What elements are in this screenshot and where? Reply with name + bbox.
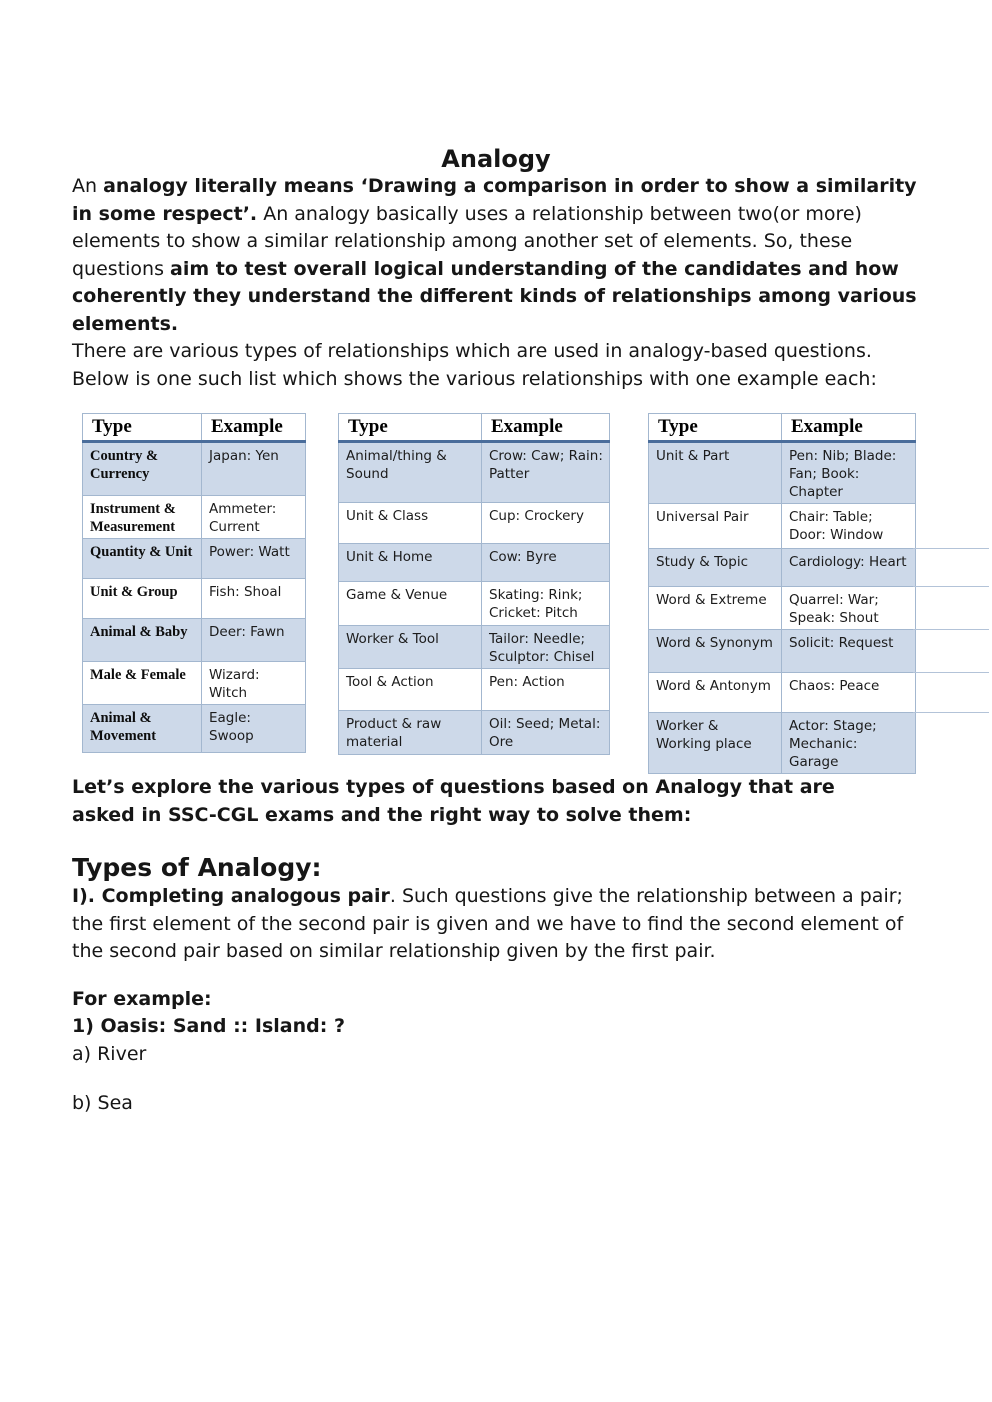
example-cell: Cup: Crockery [482,503,610,544]
column-header-type: Type [83,414,202,442]
table-row [339,503,610,544]
example-cell: Pen: Nib; Blade: Fan; Book: Chapter [782,442,916,504]
example-cell: Solicit: Request [782,630,916,673]
type1-title: I). Completing analogous pair [72,885,390,907]
table-row [339,711,610,755]
intro-text-2: An analogy basically uses a relationship between two(or more) elements to show a similar relationship among another set of elements. So, these questions [72,202,862,280]
column-header-example: Example [202,414,306,442]
table-crop-line [913,712,989,713]
example-cell: Eagle: Swoop [202,705,306,753]
table-row [339,626,610,669]
type-cell: Country & Currency [83,442,202,496]
type-cell: Game & Venue [339,582,482,626]
table-row [339,582,610,626]
example-cell: Pen: Action [482,669,610,711]
type-cell: Unit & Group [83,579,202,619]
option-b: b) Sea [72,1092,133,1114]
table-row [649,504,916,549]
table-row [649,713,916,774]
example-cell: Power: Watt [202,539,306,579]
type-cell: Product & raw material [339,711,482,755]
example-cell: Cardiology: Heart [782,549,916,587]
table-row [649,587,916,630]
type-cell: Tool & Action [339,669,482,711]
table-row [83,496,306,539]
intro-paragraph-2: There are various types of relationships which are used in analogy-based questions. Below is one such list which shows the various relationships with one example each: [72,340,877,390]
type-cell: Unit & Home [339,544,482,582]
type-cell: Worker & Tool [339,626,482,669]
example-cell: Ammeter: Current [202,496,306,539]
type-cell: Study & Topic [649,549,782,587]
example-cell: Actor: Stage; Mechanic: Garage [782,713,916,774]
table-row [649,630,916,673]
example-block [72,986,920,1118]
table-row [83,442,306,496]
analogy-subtable-2 [338,413,610,755]
table-row [649,673,916,713]
analogy-subtable-1 [82,413,306,753]
header-row [649,414,916,442]
intro-bold-2: aim to test overall logical understanding of the candidates and how coherently they understand the different kinds of relationships among various elements. [72,257,917,335]
example-cell: Chair: Table; Door: Window [782,504,916,549]
example-cell: Quarrel: War; Speak: Shout [782,587,916,630]
example-cell: Crow: Caw; Rain: Patter [482,442,610,503]
type-cell: Male & Female [83,662,202,705]
column-header-example: Example [482,414,610,442]
table-row [83,662,306,705]
example-cell: Fish: Shoal [202,579,306,619]
column-header-type: Type [649,414,782,442]
analogy-subtable-3 [648,413,916,774]
table-row [649,442,916,504]
example-question: 1) Oasis: Sand :: Island: ? [72,1015,345,1037]
type-cell: Animal & Baby [83,619,202,662]
type-cell: Instrument & Measurement [83,496,202,539]
relationship-types-table [82,413,913,774]
type-cell: Worker & Working place [649,713,782,774]
example-cell: Skating: Rink; Cricket: Pitch [482,582,610,626]
option-a: a) River [72,1042,147,1065]
example-cell: Tailor: Needle; Sculptor: Chisel [482,626,610,669]
table-row [339,442,610,503]
type-cell: Universal Pair [649,504,782,549]
header-row [83,414,306,442]
example-label: For example: [72,987,212,1010]
table-crop-line [913,629,989,630]
type-cell: Unit & Class [339,503,482,544]
table-row [83,539,306,579]
column-header-type: Type [339,414,482,442]
example-cell: Deer: Fawn [202,619,306,662]
type-cell: Animal & Movement [83,705,202,753]
type-cell: Word & Synonym [649,630,782,673]
type-cell: Animal/thing & Sound [339,442,482,503]
example-cell: Japan: Yen [202,442,306,496]
table-crop-line [913,672,989,673]
intro-text-1: An [72,175,104,197]
example-cell: Oil: Seed; Metal: Ore [482,711,610,755]
type-cell: Word & Antonym [649,673,782,713]
header-row [339,414,610,442]
completing-pair-paragraph [72,883,920,966]
table-row [339,669,610,711]
example-cell: Wizard: Witch [202,662,306,705]
example-cell: Cow: Byre [482,544,610,582]
table-row [339,544,610,582]
example-cell: Chaos: Peace [782,673,916,713]
type-cell: Quantity & Unit [83,539,202,579]
explore-note: Let’s explore the various types of questions based on Analogy that are asked in SSC-CGL exams and the right way to solve them: [72,776,835,826]
table-row [83,579,306,619]
type-cell: Unit & Part [649,442,782,504]
table-row [83,619,306,662]
table-row [649,549,916,587]
intro-paragraph [72,173,920,338]
table-crop-line [913,586,989,587]
types-of-analogy-heading: Types of Analogy: [72,853,322,882]
intro-bold-1: analogy literally means ‘Drawing a comparison in order to show a similarity in some respect’. [72,175,917,225]
page-title: Analogy [441,145,551,173]
type1-description: . Such questions give the relationship between a pair; the first element of the second pair is given and we have to find the second element of the second pair based on similar relationship given by the first pair. [72,885,904,962]
column-header-example: Example [782,414,916,442]
type-cell: Word & Extreme [649,587,782,630]
table-crop-line [913,548,989,549]
table-row [83,705,306,753]
